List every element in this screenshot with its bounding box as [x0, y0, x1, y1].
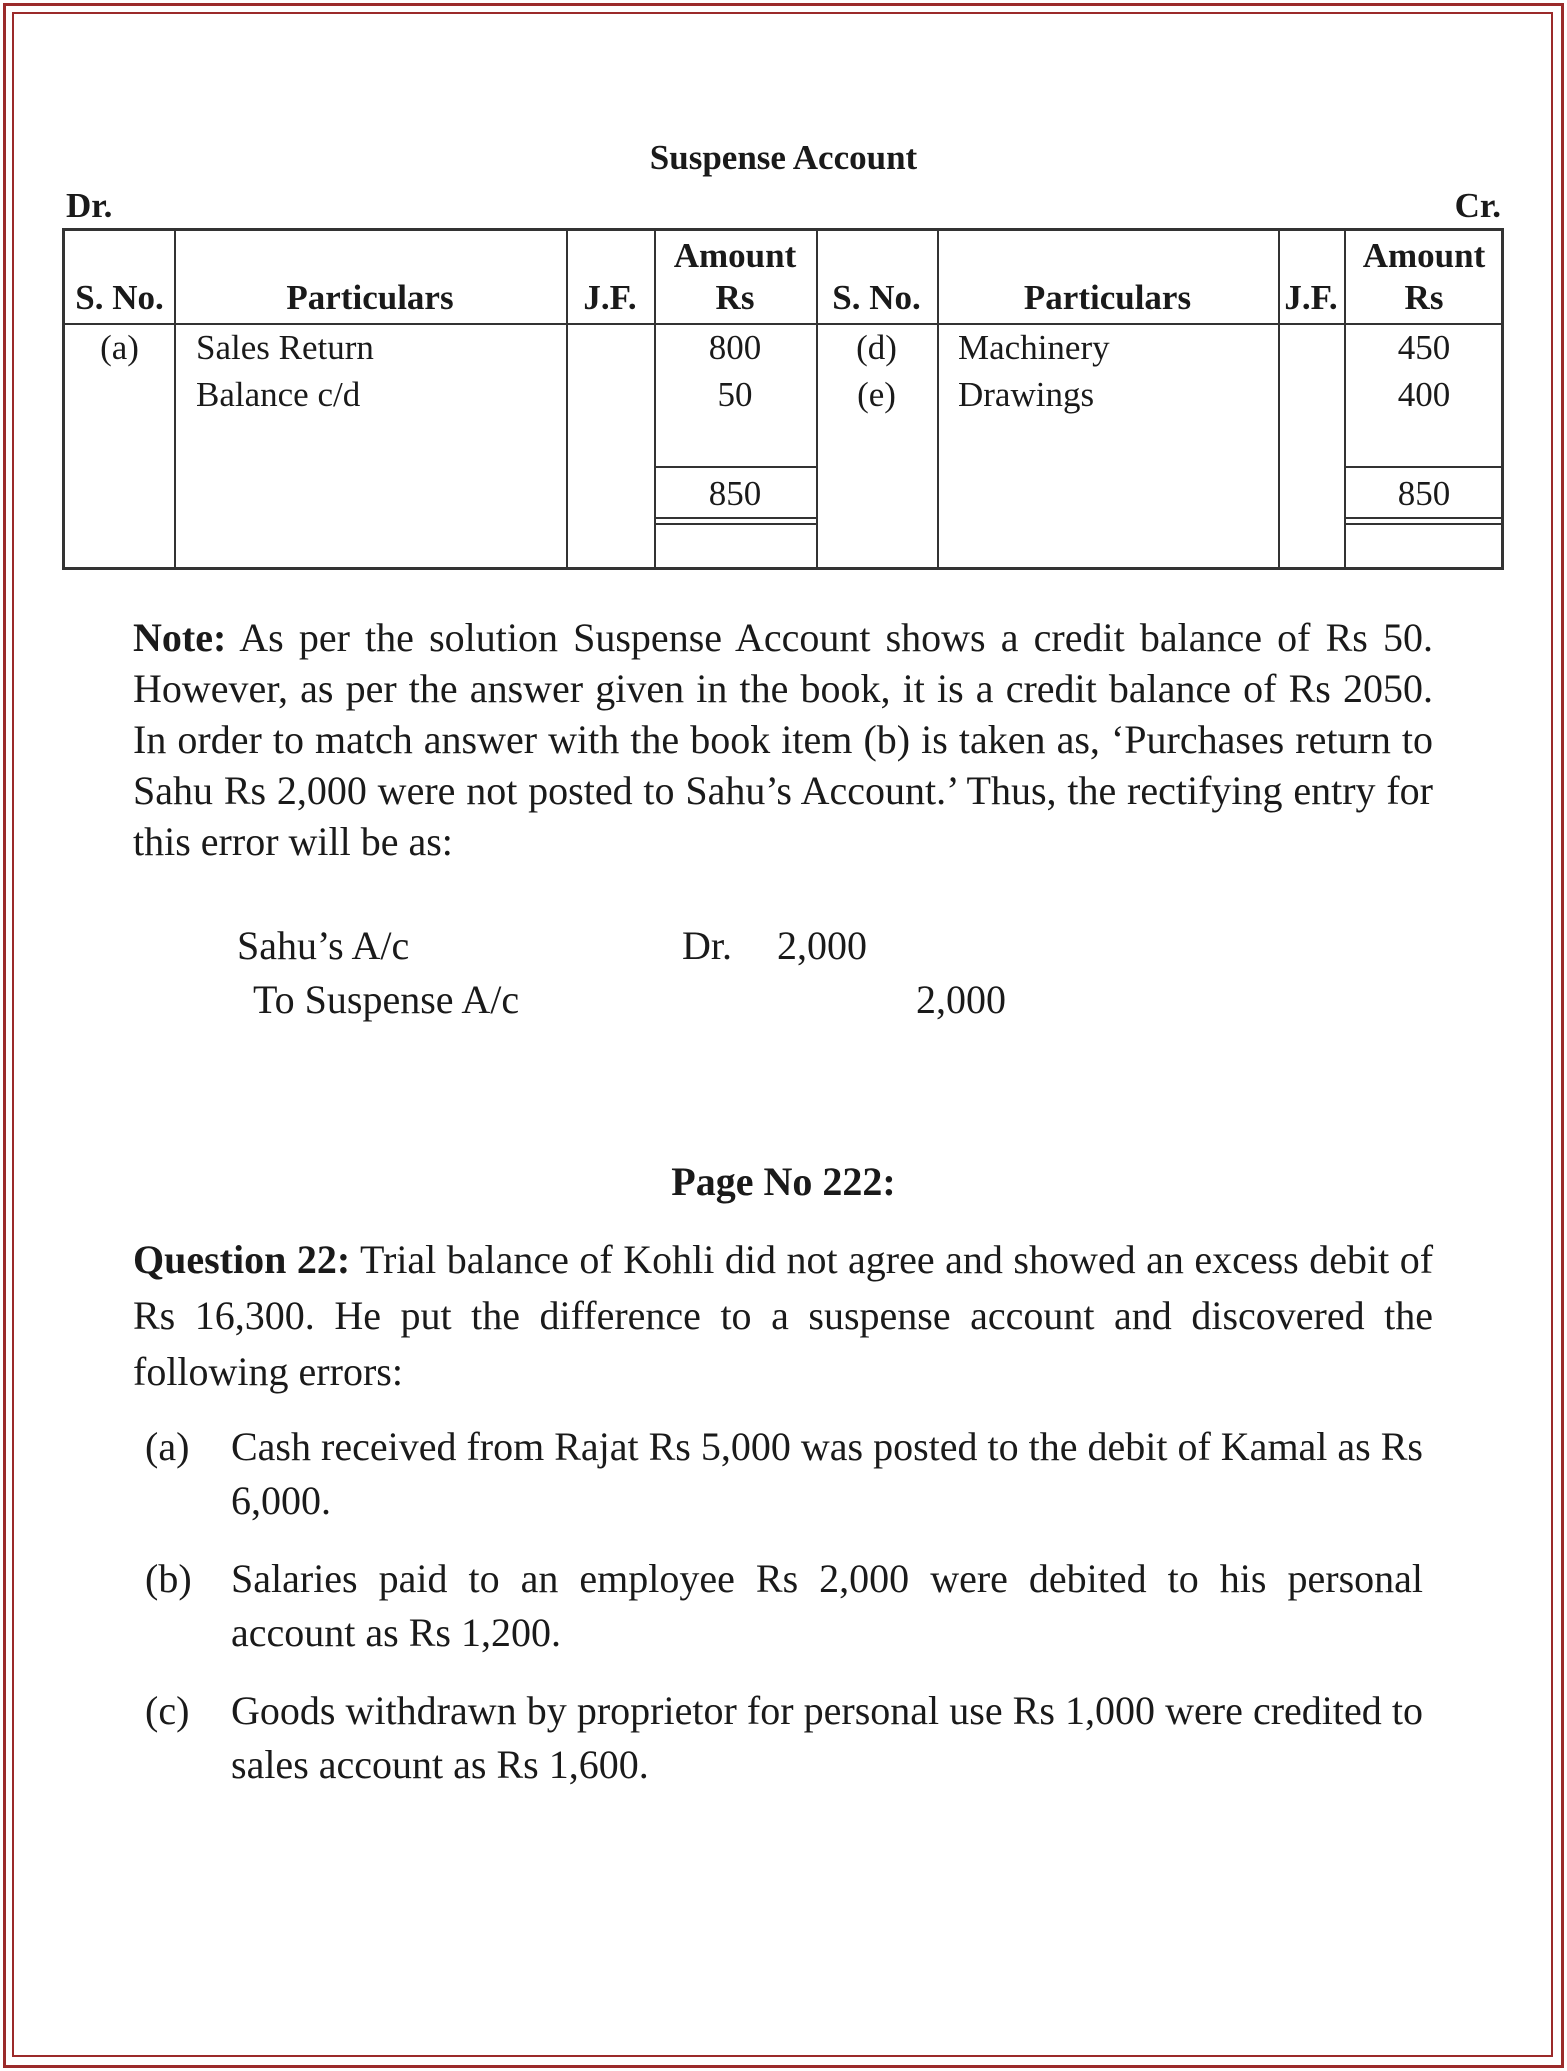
debit-total-rule-bottom [654, 517, 816, 519]
error-label: (c) [145, 1688, 190, 1733]
note-text: As per the solution Suspense Account shows a credit balance of Rs 50. However, as per the answer given in the book, it is a credit balance of Rs 2050. In order to match answer with the book item (b) is taken as, ‘Purchases return to Sahu Rs 2,000 were not posted to Sahu’s Account.’ Thus, the rectifying entry for this error will be as: [133, 615, 1434, 864]
question-text: Trial balance of Kohli did not agree and showed an excess debit of Rs 16,300. He put the difference to a suspense account and discovered the following errors: [133, 1237, 1434, 1394]
debit-row-amount: 50 [717, 375, 753, 414]
error-list [145, 1420, 1423, 1812]
header-sno-debit: S. No. [75, 278, 164, 317]
suspense-ledger-table [62, 228, 1504, 570]
debit-row-particulars: Balance c/d [196, 375, 361, 414]
error-text: Goods withdrawn by proprietor for personal use Rs 1,000 were credited to sales account as Rs 1,600. [231, 1688, 1423, 1787]
je-debit-account: Sahu’s A/c [237, 923, 410, 968]
error-label: (b) [145, 1556, 192, 1601]
debit-total-rule-top [654, 466, 816, 468]
je-credit-amount: 2,000 [916, 977, 1006, 1022]
error-text: Cash received from Rajat Rs 5,000 was posted to the debit of Kamal as Rs 6,000. [231, 1424, 1423, 1523]
header-particulars-credit: Particulars [1023, 278, 1192, 317]
credit-row-sno: (e) [857, 375, 896, 414]
header-particulars-debit: Particulars [286, 278, 454, 317]
note-paragraph [133, 612, 1433, 867]
debit-total: 850 [708, 474, 762, 513]
credit-total-rule-top [1344, 466, 1504, 468]
list-item [145, 1684, 1423, 1792]
credit-row-particulars: Drawings [958, 375, 1095, 414]
error-text: Salaries paid to an employee Rs 2,000 were debited to his personal account as Rs 1,200. [231, 1556, 1423, 1655]
je-debit-amount: 2,000 [777, 923, 867, 968]
credit-row-amount: 450 [1397, 328, 1451, 367]
error-label: (a) [145, 1424, 190, 1469]
account-title: Suspense Account [649, 138, 918, 177]
debit-row-particulars: Sales Return [196, 328, 374, 367]
header-amount-debit: Amount [673, 236, 797, 275]
credit-row-particulars: Machinery [958, 328, 1110, 367]
list-item [145, 1552, 1423, 1660]
note-label: Note: [133, 615, 227, 660]
credit-row-amount: 400 [1397, 375, 1451, 414]
header-sno-credit: S. No. [832, 278, 921, 317]
debit-row-sno: (a) [100, 328, 139, 367]
header-rs-debit: Rs [715, 278, 755, 317]
je-credit-account: To Suspense A/c [253, 977, 520, 1022]
header-amount-credit: Amount [1362, 236, 1486, 275]
header-jf-debit: J.F. [583, 278, 637, 317]
debit-row-amount: 800 [708, 328, 762, 367]
debit-total-rule-bottom [654, 523, 816, 525]
question-label: Question 22: [133, 1237, 351, 1282]
question-paragraph [133, 1232, 1433, 1400]
credit-total-rule-bottom [1344, 523, 1504, 525]
credit-row-sno: (d) [856, 328, 897, 367]
list-item [145, 1420, 1423, 1528]
credit-total-rule-bottom [1344, 517, 1504, 519]
header-jf-credit: J.F. [1284, 278, 1338, 317]
page-number-heading: Page No 222: [671, 1159, 896, 1204]
je-dr-marker: Dr. [682, 923, 732, 968]
cr-label: Cr. [1454, 186, 1501, 225]
credit-total: 850 [1397, 474, 1451, 513]
header-rs-credit: Rs [1404, 278, 1444, 317]
dr-label: Dr. [66, 186, 113, 225]
